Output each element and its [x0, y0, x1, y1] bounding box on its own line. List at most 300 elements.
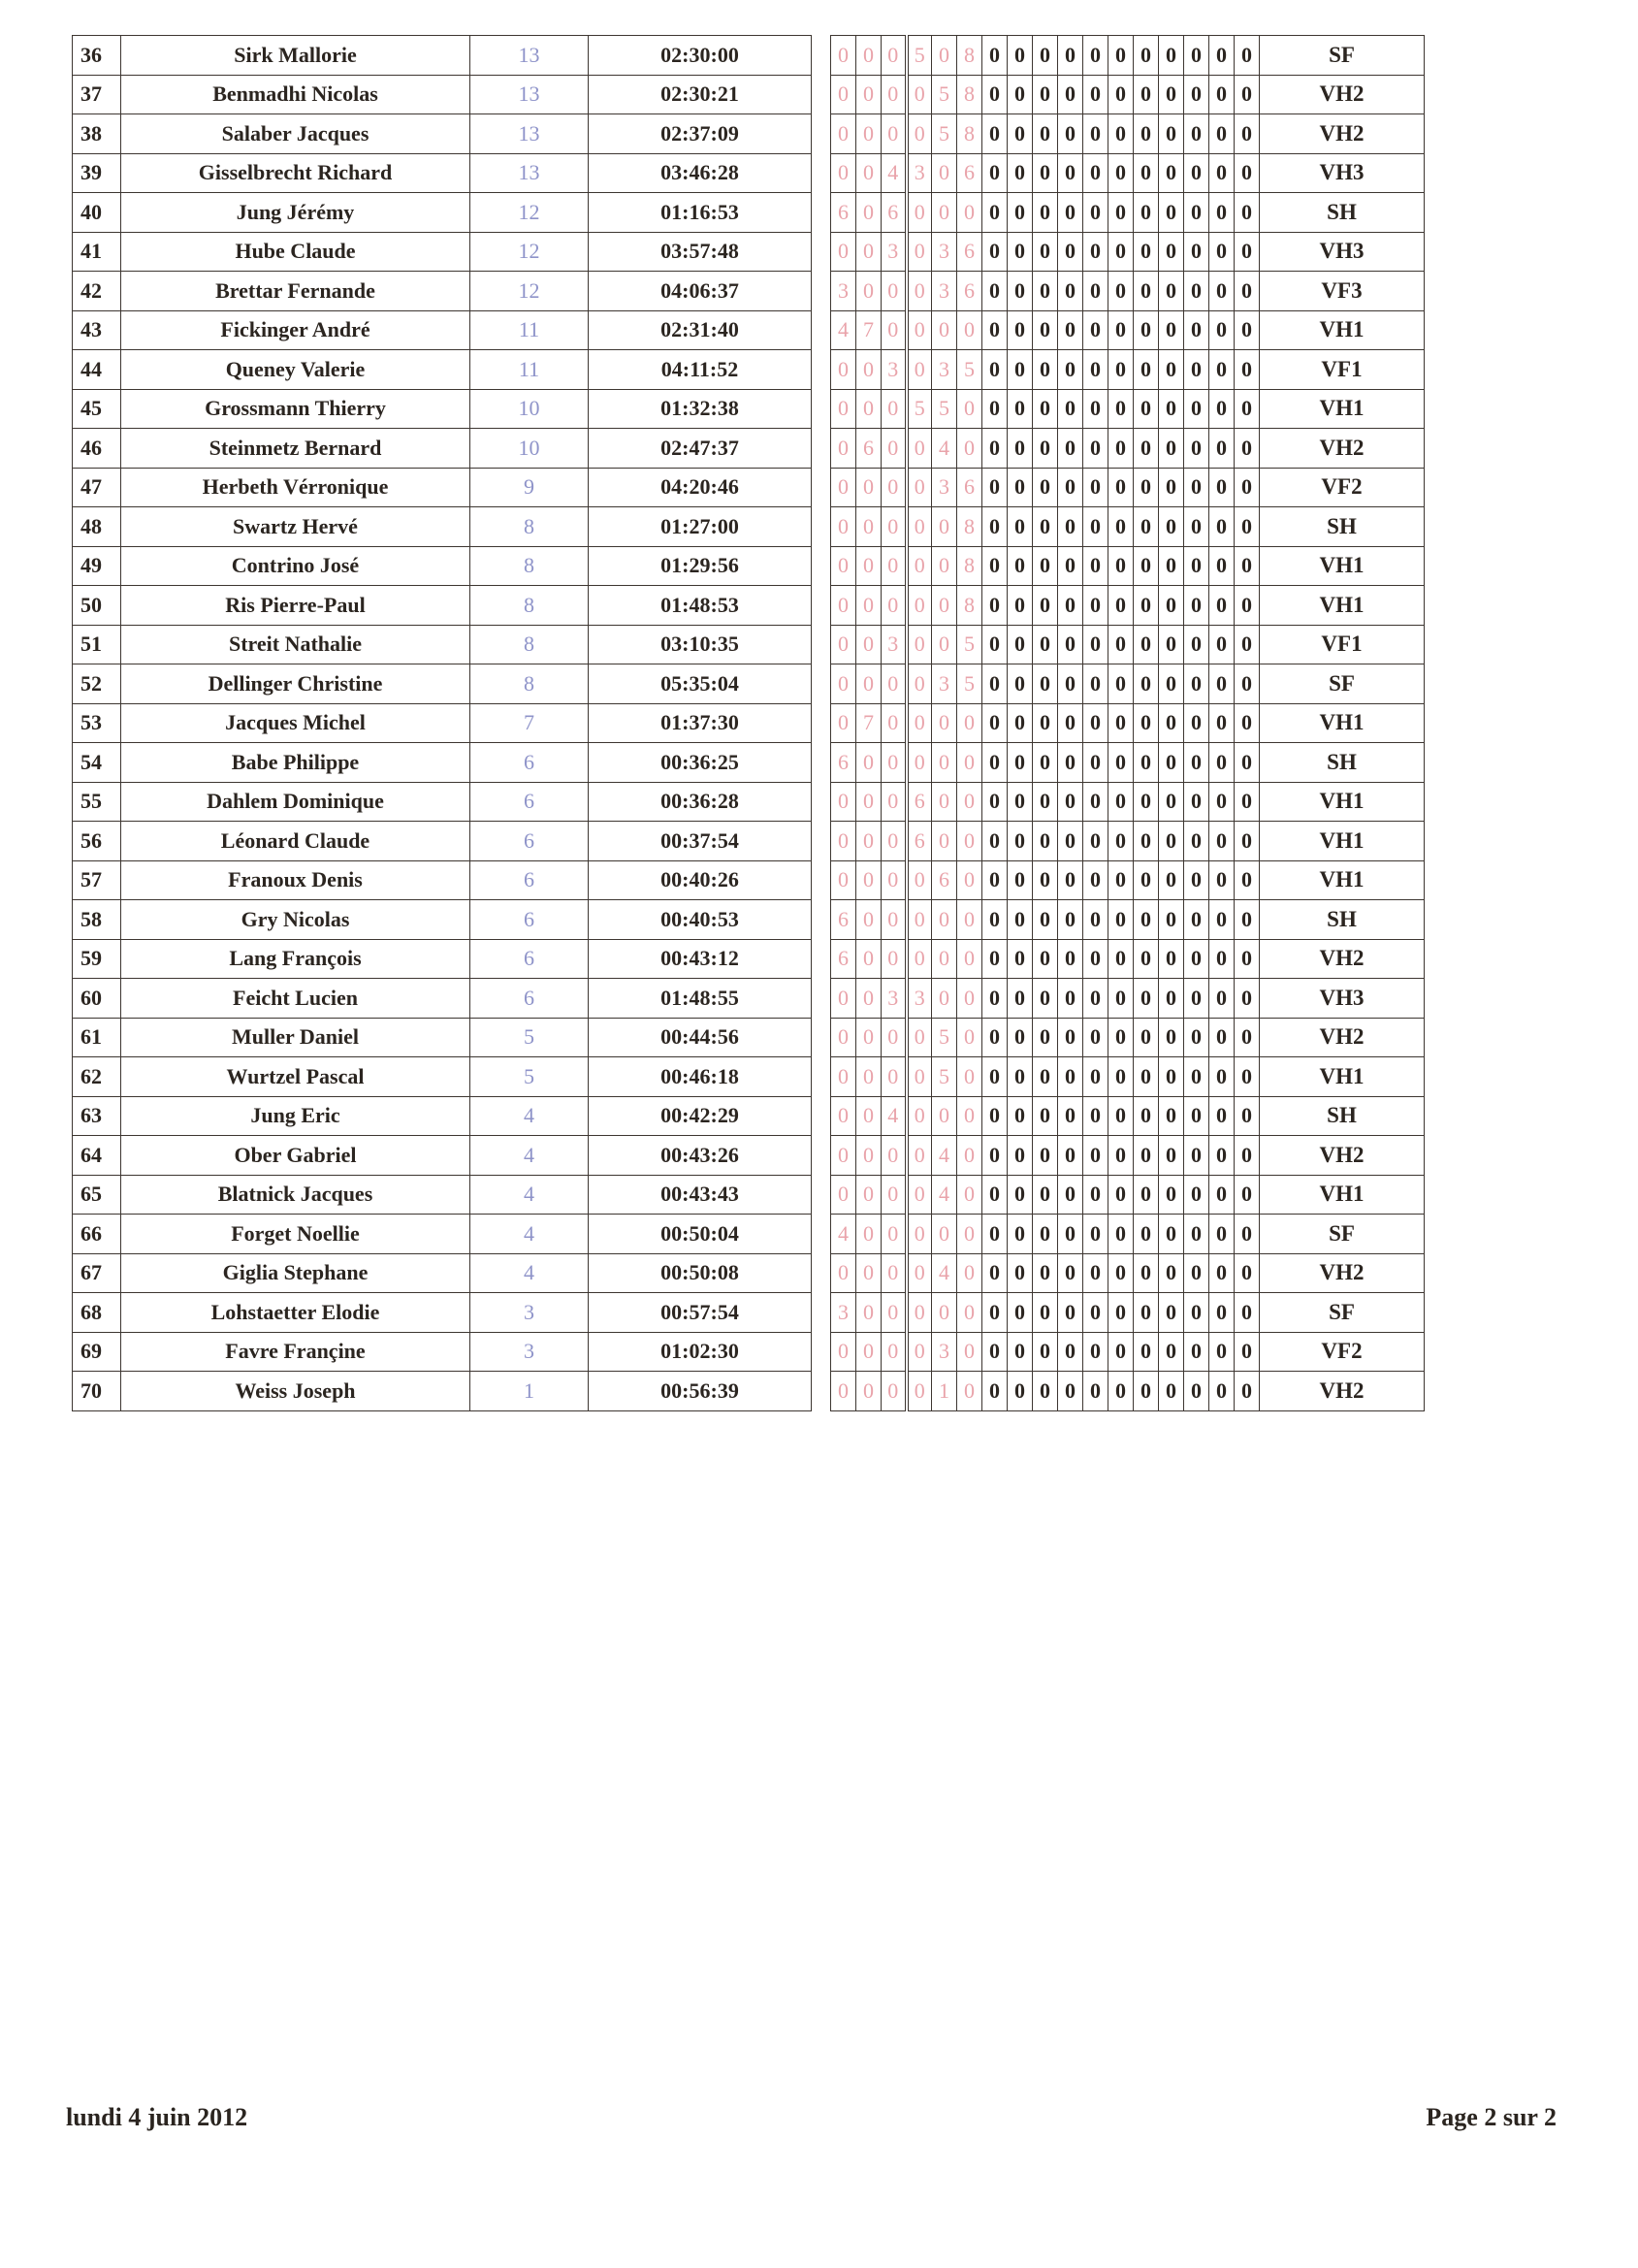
time-cell: 00:50:08	[589, 1253, 812, 1293]
zero-cell: 0	[982, 939, 1008, 979]
zero-cell: 0	[1033, 664, 1058, 704]
zero-cell: 0	[1184, 546, 1209, 586]
zero-cell: 0	[1159, 586, 1184, 626]
zero-cell: 0	[1108, 1293, 1134, 1333]
zero-cell: 0	[1184, 1215, 1209, 1254]
score-cell: 6	[831, 743, 856, 783]
name-cell: Ris Pierre-Paul	[121, 586, 470, 626]
score-cell: 0	[957, 1253, 982, 1293]
zero-cell: 0	[1184, 664, 1209, 704]
table-row	[73, 232, 1425, 272]
zero-cell: 0	[1134, 1332, 1159, 1372]
score-cell: 0	[932, 625, 957, 664]
score-cell: 0	[831, 507, 856, 547]
score-cell: 0	[907, 1057, 932, 1097]
name-cell: Queney Valerie	[121, 350, 470, 390]
score-cell: 0	[957, 782, 982, 822]
zero-cell: 0	[1235, 350, 1260, 390]
zero-cell: 0	[1108, 1096, 1134, 1136]
name-cell: Streit Nathalie	[121, 625, 470, 664]
time-cell: 00:50:04	[589, 1215, 812, 1254]
zero-cell: 0	[1184, 350, 1209, 390]
zero-cell: 0	[1008, 586, 1033, 626]
score-cell: 0	[907, 1136, 932, 1176]
points-cell: 6	[470, 900, 589, 940]
zero-cell: 0	[1134, 822, 1159, 861]
rank-cell: 37	[73, 75, 121, 114]
zero-cell: 0	[1083, 272, 1108, 311]
zero-cell: 0	[1008, 310, 1033, 350]
points-cell: 6	[470, 860, 589, 900]
zero-cell: 0	[1134, 743, 1159, 783]
zero-cell: 0	[982, 1372, 1008, 1411]
zero-cell: 0	[1159, 1175, 1184, 1215]
zero-cell: 0	[1159, 1253, 1184, 1293]
name-cell: Salaber Jacques	[121, 114, 470, 154]
score-cell: 0	[957, 900, 982, 940]
zero-cell: 0	[1008, 114, 1033, 154]
zero-cell: 0	[1108, 782, 1134, 822]
rank-cell: 41	[73, 232, 121, 272]
zero-cell: 0	[1209, 36, 1235, 76]
points-cell: 6	[470, 979, 589, 1019]
table-row	[73, 1018, 1425, 1057]
zero-cell: 0	[1058, 1215, 1083, 1254]
rank-cell: 51	[73, 625, 121, 664]
zero-cell: 0	[1008, 1136, 1033, 1176]
time-cell: 00:43:12	[589, 939, 812, 979]
zero-cell: 0	[1134, 1372, 1159, 1411]
time-cell: 04:20:46	[589, 468, 812, 507]
name-cell: Babe Philippe	[121, 743, 470, 783]
score-cell: 3	[882, 625, 907, 664]
score-cell: 0	[907, 1332, 932, 1372]
zero-cell: 0	[1008, 272, 1033, 311]
zero-cell: 0	[1108, 1175, 1134, 1215]
points-cell: 8	[470, 625, 589, 664]
spacer-cell	[812, 232, 831, 272]
spacer-cell	[812, 350, 831, 390]
time-cell: 02:47:37	[589, 429, 812, 469]
rank-cell: 44	[73, 350, 121, 390]
zero-cell: 0	[1083, 1215, 1108, 1254]
zero-cell: 0	[1083, 350, 1108, 390]
zero-cell: 0	[1108, 1057, 1134, 1097]
points-cell: 5	[470, 1057, 589, 1097]
zero-cell: 0	[1235, 1136, 1260, 1176]
zero-cell: 0	[1209, 900, 1235, 940]
zero-cell: 0	[1033, 272, 1058, 311]
category-cell: SH	[1260, 507, 1425, 547]
score-cell: 0	[831, 1332, 856, 1372]
zero-cell: 0	[1235, 782, 1260, 822]
spacer-cell	[812, 625, 831, 664]
zero-cell: 0	[982, 586, 1008, 626]
zero-cell: 0	[982, 153, 1008, 193]
score-cell: 0	[932, 193, 957, 233]
zero-cell: 0	[1184, 586, 1209, 626]
zero-cell: 0	[1209, 939, 1235, 979]
zero-cell: 0	[1184, 1253, 1209, 1293]
zero-cell: 0	[1033, 1293, 1058, 1333]
zero-cell: 0	[1033, 232, 1058, 272]
zero-cell: 0	[1008, 782, 1033, 822]
spacer-cell	[812, 979, 831, 1019]
score-cell: 0	[907, 114, 932, 154]
table-row	[73, 822, 1425, 861]
zero-cell: 0	[1235, 860, 1260, 900]
zero-cell: 0	[1058, 468, 1083, 507]
points-cell: 4	[470, 1136, 589, 1176]
zero-cell: 0	[1058, 193, 1083, 233]
name-cell: Swartz Hervé	[121, 507, 470, 547]
zero-cell: 0	[1159, 822, 1184, 861]
score-cell: 8	[957, 546, 982, 586]
score-cell: 0	[882, 900, 907, 940]
score-cell: 0	[831, 36, 856, 76]
zero-cell: 0	[1108, 468, 1134, 507]
name-cell: Weiss Joseph	[121, 1372, 470, 1411]
points-cell: 11	[470, 310, 589, 350]
score-cell: 8	[957, 507, 982, 547]
score-cell: 4	[831, 310, 856, 350]
score-cell: 4	[882, 153, 907, 193]
zero-cell: 0	[1235, 703, 1260, 743]
zero-cell: 0	[1008, 860, 1033, 900]
name-cell: Giglia Stephane	[121, 1253, 470, 1293]
zero-cell: 0	[1108, 586, 1134, 626]
zero-cell: 0	[1134, 153, 1159, 193]
table-row	[73, 1332, 1425, 1372]
score-cell: 0	[856, 1175, 882, 1215]
zero-cell: 0	[982, 193, 1008, 233]
zero-cell: 0	[1008, 979, 1033, 1019]
zero-cell: 0	[1083, 979, 1108, 1019]
zero-cell: 0	[1209, 153, 1235, 193]
table-row	[73, 1136, 1425, 1176]
name-cell: Lang François	[121, 939, 470, 979]
score-cell: 0	[831, 350, 856, 390]
spacer-cell	[812, 310, 831, 350]
points-cell: 7	[470, 703, 589, 743]
points-cell: 12	[470, 232, 589, 272]
points-cell: 10	[470, 389, 589, 429]
score-cell: 4	[882, 1096, 907, 1136]
zero-cell: 0	[1108, 1136, 1134, 1176]
zero-cell: 0	[1184, 1332, 1209, 1372]
zero-cell: 0	[1033, 586, 1058, 626]
zero-cell: 0	[1159, 193, 1184, 233]
spacer-cell	[812, 1096, 831, 1136]
zero-cell: 0	[1033, 1018, 1058, 1057]
name-cell: Jung Eric	[121, 1096, 470, 1136]
score-cell: 0	[856, 1215, 882, 1254]
score-cell: 0	[856, 1096, 882, 1136]
name-cell: Contrino José	[121, 546, 470, 586]
rank-cell: 46	[73, 429, 121, 469]
zero-cell: 0	[1134, 232, 1159, 272]
zero-cell: 0	[1159, 900, 1184, 940]
zero-cell: 0	[1058, 1253, 1083, 1293]
category-cell: VH2	[1260, 1253, 1425, 1293]
zero-cell: 0	[1083, 36, 1108, 76]
zero-cell: 0	[1108, 979, 1134, 1019]
zero-cell: 0	[1108, 939, 1134, 979]
score-cell: 0	[882, 939, 907, 979]
zero-cell: 0	[1058, 153, 1083, 193]
score-cell: 0	[907, 1372, 932, 1411]
score-cell: 5	[932, 75, 957, 114]
zero-cell: 0	[1159, 1096, 1184, 1136]
zero-cell: 0	[1008, 1372, 1033, 1411]
points-cell: 12	[470, 193, 589, 233]
zero-cell: 0	[1134, 546, 1159, 586]
table-row	[73, 1372, 1425, 1411]
category-cell: SF	[1260, 664, 1425, 704]
score-cell: 0	[882, 36, 907, 76]
zero-cell: 0	[1184, 703, 1209, 743]
score-cell: 0	[957, 310, 982, 350]
score-cell: 0	[856, 743, 882, 783]
zero-cell: 0	[1083, 1018, 1108, 1057]
zero-cell: 0	[1083, 468, 1108, 507]
points-cell: 6	[470, 822, 589, 861]
time-cell: 01:48:55	[589, 979, 812, 1019]
zero-cell: 0	[1058, 782, 1083, 822]
score-cell: 0	[882, 1175, 907, 1215]
zero-cell: 0	[1108, 507, 1134, 547]
zero-cell: 0	[1209, 1018, 1235, 1057]
score-cell: 0	[932, 507, 957, 547]
rank-cell: 38	[73, 114, 121, 154]
zero-cell: 0	[1083, 1372, 1108, 1411]
zero-cell: 0	[1235, 1332, 1260, 1372]
name-cell: Dellinger Christine	[121, 664, 470, 704]
score-cell: 3	[932, 232, 957, 272]
zero-cell: 0	[1083, 429, 1108, 469]
zero-cell: 0	[1033, 900, 1058, 940]
zero-cell: 0	[1108, 36, 1134, 76]
score-cell: 0	[831, 75, 856, 114]
spacer-cell	[812, 822, 831, 861]
zero-cell: 0	[1033, 822, 1058, 861]
zero-cell: 0	[1184, 1018, 1209, 1057]
time-cell: 04:06:37	[589, 272, 812, 311]
zero-cell: 0	[1058, 703, 1083, 743]
zero-cell: 0	[1108, 310, 1134, 350]
spacer-cell	[812, 1018, 831, 1057]
score-cell: 0	[856, 939, 882, 979]
score-cell: 0	[957, 1057, 982, 1097]
spacer-cell	[812, 389, 831, 429]
score-cell: 0	[882, 546, 907, 586]
zero-cell: 0	[982, 1057, 1008, 1097]
zero-cell: 0	[1083, 1293, 1108, 1333]
score-cell: 0	[907, 586, 932, 626]
table-row	[73, 625, 1425, 664]
rank-cell: 36	[73, 36, 121, 76]
zero-cell: 0	[982, 1175, 1008, 1215]
zero-cell: 0	[1235, 546, 1260, 586]
zero-cell: 0	[1033, 507, 1058, 547]
zero-cell: 0	[1184, 900, 1209, 940]
score-cell: 0	[856, 36, 882, 76]
score-cell: 0	[831, 1136, 856, 1176]
zero-cell: 0	[1008, 193, 1033, 233]
zero-cell: 0	[1209, 507, 1235, 547]
zero-cell: 0	[1008, 1175, 1033, 1215]
zero-cell: 0	[1108, 153, 1134, 193]
name-cell: Blatnick Jacques	[121, 1175, 470, 1215]
points-cell: 3	[470, 1332, 589, 1372]
points-cell: 13	[470, 75, 589, 114]
score-cell: 5	[957, 350, 982, 390]
score-cell: 0	[882, 429, 907, 469]
zero-cell: 0	[1134, 310, 1159, 350]
table-row	[73, 36, 1425, 76]
zero-cell: 0	[1108, 703, 1134, 743]
zero-cell: 0	[1008, 1293, 1033, 1333]
score-cell: 4	[932, 1253, 957, 1293]
zero-cell: 0	[1083, 1253, 1108, 1293]
zero-cell: 0	[1184, 1096, 1209, 1136]
score-cell: 3	[932, 1332, 957, 1372]
rank-cell: 62	[73, 1057, 121, 1097]
score-cell: 0	[882, 272, 907, 311]
zero-cell: 0	[1159, 507, 1184, 547]
category-cell: VH1	[1260, 310, 1425, 350]
score-cell: 0	[907, 1253, 932, 1293]
rank-cell: 58	[73, 900, 121, 940]
zero-cell: 0	[982, 860, 1008, 900]
zero-cell: 0	[1159, 664, 1184, 704]
time-cell: 01:48:53	[589, 586, 812, 626]
spacer-cell	[812, 468, 831, 507]
zero-cell: 0	[1134, 939, 1159, 979]
zero-cell: 0	[1209, 389, 1235, 429]
time-cell: 00:40:26	[589, 860, 812, 900]
category-cell: VH2	[1260, 75, 1425, 114]
rank-cell: 47	[73, 468, 121, 507]
name-cell: Grossmann Thierry	[121, 389, 470, 429]
zero-cell: 0	[982, 1096, 1008, 1136]
rank-cell: 68	[73, 1293, 121, 1333]
score-cell: 0	[907, 1018, 932, 1057]
spacer-cell	[812, 900, 831, 940]
spacer-cell	[812, 664, 831, 704]
zero-cell: 0	[1235, 272, 1260, 311]
score-cell: 6	[856, 429, 882, 469]
category-cell: VF3	[1260, 272, 1425, 311]
spacer-cell	[812, 36, 831, 76]
time-cell: 00:46:18	[589, 1057, 812, 1097]
zero-cell: 0	[1083, 822, 1108, 861]
category-cell: SF	[1260, 1215, 1425, 1254]
zero-cell: 0	[1033, 860, 1058, 900]
category-cell: SH	[1260, 900, 1425, 940]
zero-cell: 0	[1008, 389, 1033, 429]
zero-cell: 0	[1058, 350, 1083, 390]
zero-cell: 0	[1108, 350, 1134, 390]
zero-cell: 0	[1159, 1372, 1184, 1411]
score-cell: 0	[831, 822, 856, 861]
category-cell: VH1	[1260, 389, 1425, 429]
zero-cell: 0	[1058, 232, 1083, 272]
zero-cell: 0	[1058, 979, 1083, 1019]
zero-cell: 0	[1008, 546, 1033, 586]
zero-cell: 0	[1033, 625, 1058, 664]
score-cell: 0	[856, 193, 882, 233]
zero-cell: 0	[1184, 232, 1209, 272]
zero-cell: 0	[1058, 507, 1083, 547]
zero-cell: 0	[1058, 664, 1083, 704]
score-cell: 0	[831, 664, 856, 704]
zero-cell: 0	[1235, 625, 1260, 664]
rank-cell: 50	[73, 586, 121, 626]
zero-cell: 0	[1134, 1057, 1159, 1097]
zero-cell: 0	[1235, 507, 1260, 547]
zero-cell: 0	[982, 468, 1008, 507]
zero-cell: 0	[1058, 75, 1083, 114]
zero-cell: 0	[1083, 586, 1108, 626]
category-cell: VH3	[1260, 232, 1425, 272]
zero-cell: 0	[1058, 546, 1083, 586]
zero-cell: 0	[1184, 468, 1209, 507]
points-cell: 9	[470, 468, 589, 507]
time-cell: 01:16:53	[589, 193, 812, 233]
time-cell: 00:56:39	[589, 1372, 812, 1411]
zero-cell: 0	[1134, 782, 1159, 822]
score-cell: 0	[932, 1215, 957, 1254]
score-cell: 0	[856, 1372, 882, 1411]
score-cell: 0	[907, 1096, 932, 1136]
rank-cell: 55	[73, 782, 121, 822]
time-cell: 01:29:56	[589, 546, 812, 586]
score-cell: 0	[907, 468, 932, 507]
score-cell: 0	[932, 703, 957, 743]
zero-cell: 0	[1058, 822, 1083, 861]
score-cell: 0	[831, 1018, 856, 1057]
zero-cell: 0	[1235, 979, 1260, 1019]
points-cell: 6	[470, 743, 589, 783]
points-cell: 10	[470, 429, 589, 469]
name-cell: Hube Claude	[121, 232, 470, 272]
spacer-cell	[812, 193, 831, 233]
score-cell: 3	[831, 1293, 856, 1333]
zero-cell: 0	[1083, 1057, 1108, 1097]
rank-cell: 67	[73, 1253, 121, 1293]
zero-cell: 0	[1184, 979, 1209, 1019]
zero-cell: 0	[1033, 193, 1058, 233]
zero-cell: 0	[1209, 1332, 1235, 1372]
zero-cell: 0	[1058, 36, 1083, 76]
zero-cell: 0	[1159, 429, 1184, 469]
zero-cell: 0	[1058, 900, 1083, 940]
zero-cell: 0	[1033, 36, 1058, 76]
zero-cell: 0	[1184, 1372, 1209, 1411]
name-cell: Feicht Lucien	[121, 979, 470, 1019]
zero-cell: 0	[1134, 468, 1159, 507]
zero-cell: 0	[1108, 1372, 1134, 1411]
score-cell: 0	[907, 939, 932, 979]
zero-cell: 0	[1209, 350, 1235, 390]
score-cell: 0	[907, 860, 932, 900]
category-cell: SH	[1260, 193, 1425, 233]
name-cell: Brettar Fernande	[121, 272, 470, 311]
score-cell: 0	[907, 75, 932, 114]
zero-cell: 0	[1033, 468, 1058, 507]
time-cell: 05:35:04	[589, 664, 812, 704]
